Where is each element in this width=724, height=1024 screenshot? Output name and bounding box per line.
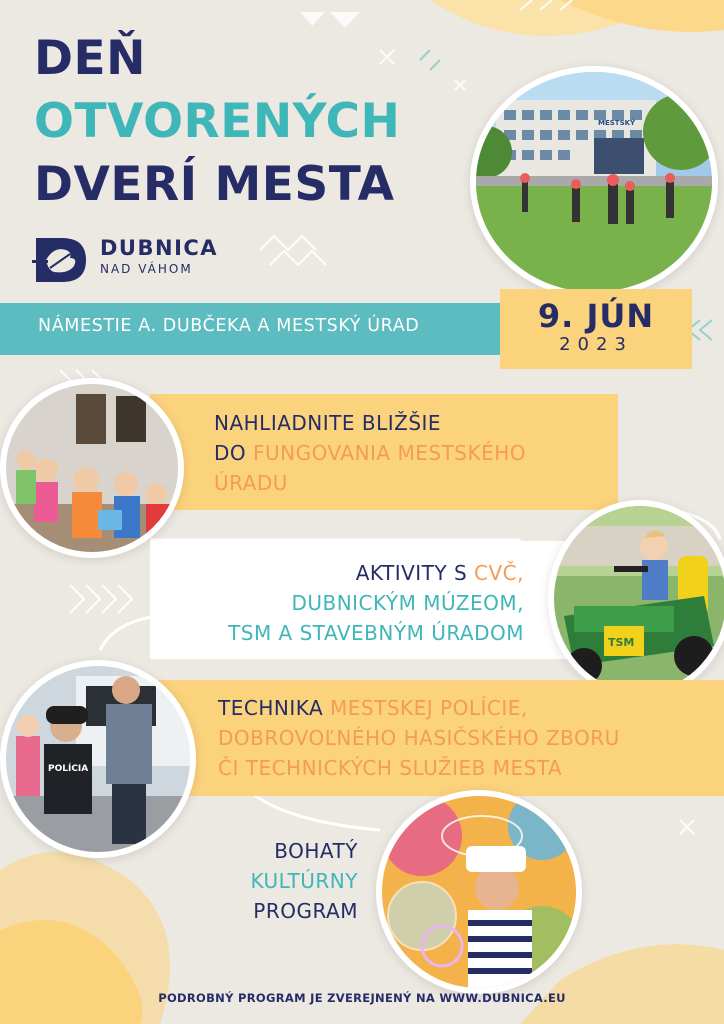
item-4-line-1: BOHATÝ [274, 839, 358, 863]
item-1-line-3: ÚRADU [214, 471, 288, 495]
item-2-text [190, 558, 524, 648]
item-3-line-2: DOBROVOĽNÉHO HASIČSKÉHO ZBORU [218, 726, 620, 750]
item-1-text [214, 408, 526, 498]
town-hall-sign: MESTSKÝ [598, 119, 636, 127]
item-4-line-3: PROGRAM [253, 899, 358, 923]
police-photo [0, 660, 196, 858]
item-2-line-2: DUBNICKÝM MÚZEOM, [291, 591, 524, 615]
item-3-line-1 [218, 693, 620, 723]
dubnica-logo [32, 232, 242, 284]
item-1-line-2 [214, 438, 526, 468]
footer-text: PODROBNÝ PROGRAM JE ZVEREJNENÝ NA WWW.DUBNICA.EU [158, 991, 566, 1005]
item-2-line-3: TSM A STAVEBNÝM ÚRADOM [228, 621, 524, 645]
location-text: NÁMESTIE A. DUBČEKA A MESTSKÝ ÚRAD [38, 316, 420, 336]
item-3-text [218, 693, 620, 783]
tractor-badge: TSM [608, 636, 635, 649]
police-vest-text: POLÍCIA [48, 764, 89, 774]
town-hall-photo [470, 66, 718, 298]
logo-subtitle: NAD VÁHOM [100, 262, 193, 276]
item-4-text [190, 836, 358, 926]
title-line-3: DVERÍ MESTA [34, 157, 395, 212]
title-line-2: OTVORENÝCH [34, 94, 401, 149]
title-line-1: DEŇ [34, 31, 146, 86]
item-1-line-1: NAHLIADNITE BLIŽŠIE [214, 411, 442, 435]
item-3-line-3: ČI TECHNICKÝCH SLUŽIEB MESTA [218, 756, 563, 780]
item-1-line-2a: DO [214, 441, 253, 465]
tractor-photo [548, 500, 724, 698]
children-tour-photo [0, 378, 184, 558]
date-year: 2023 [559, 334, 633, 355]
date-box [500, 289, 692, 369]
oak-leaf-d-icon [32, 232, 92, 284]
item-3-line-1b: MESTSKEJ POLÍCIE, [330, 696, 528, 720]
bubble-show-photo [376, 790, 582, 994]
item-2-line-1 [190, 558, 524, 588]
item-1-line-2b: FUNGOVANIA MESTSKÉHO [253, 441, 527, 465]
item-4-line-2: KULTÚRNY [250, 869, 358, 893]
item-2-line-1b: CVČ, [474, 561, 524, 585]
logo-name: DUBNICA [100, 236, 219, 260]
item-2-line-1a: AKTIVITY S [355, 561, 475, 585]
date-day: 9. JÚN [537, 297, 655, 335]
item-3-line-1a: TECHNIKA [218, 696, 331, 720]
